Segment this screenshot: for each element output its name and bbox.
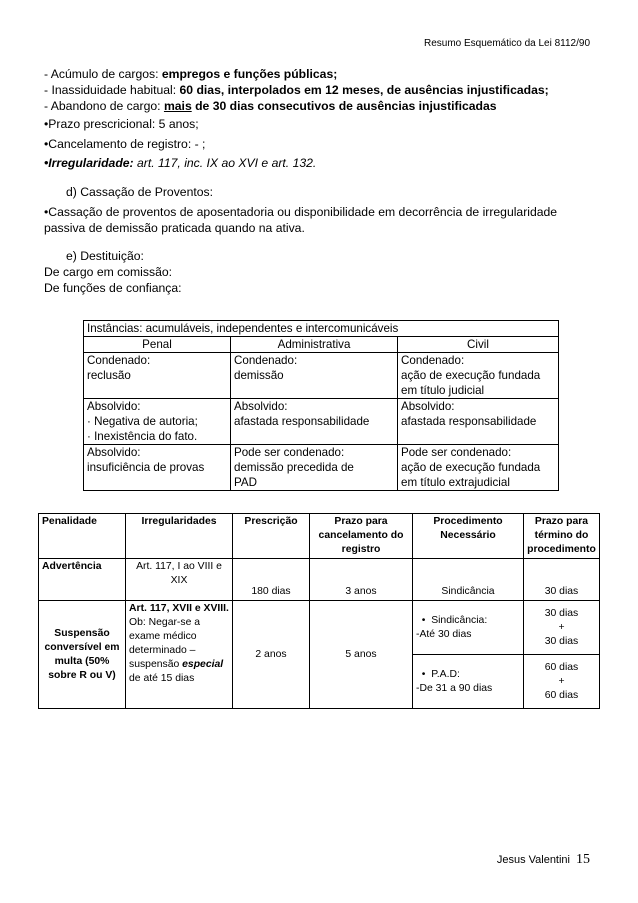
table-row [84, 399, 559, 445]
cassacao-text-2: passiva de demissão praticada quando na ativa. [44, 221, 305, 235]
advertencia-prescricao: 180 dias [233, 559, 310, 601]
advertencia-prazo: 30 dias [524, 559, 600, 601]
penalidades-table [38, 513, 600, 709]
header-civil: Civil [398, 337, 559, 353]
line-cancelamento: •Cancelamento de registro: - ; [44, 137, 206, 151]
suspensao-prazo-b: 60 dias + 60 dias [524, 655, 600, 709]
line-irregularidade: •Irregularidade: art. 117, inc. IX ao XVI e art. 132. [44, 156, 317, 170]
page-header: Resumo Esquemático da Lei 8112/90 [423, 38, 590, 49]
table-row [39, 601, 600, 655]
line-abandono: - Abandono de cargo: mais de 30 dias consecutivos de ausências injustificadas [44, 99, 497, 113]
cell: Pode ser condenado: ação de execução fundada em título extrajudicial [398, 445, 559, 491]
suspensao-proc-b: • P.A.D: -De 31 a 90 dias [413, 655, 524, 709]
header-irregularidades: Irregularidades [126, 514, 233, 559]
advertencia-procedimento: Sindicância [413, 559, 524, 601]
suspensao-prescricao: 2 anos [233, 601, 310, 709]
advertencia-label: Advertência [39, 559, 126, 601]
cell: Condenado: reclusão [84, 353, 231, 399]
cell: Absolvido: afastada responsabilidade [398, 399, 559, 445]
line-prazo: •Prazo prescricional: 5 anos; [44, 117, 199, 131]
line-inassiduidade: - Inassiduidade habitual: 60 dias, interpolados em 12 meses, de ausências injustificadas; [44, 83, 549, 97]
cell: Absolvido: insuficiência de provas [84, 445, 231, 491]
destituicao-1: De cargo em comissão: [44, 265, 173, 279]
page-footer: Jesus Valentini 15 [496, 852, 590, 867]
header-penal: Penal [84, 337, 231, 353]
table-row [39, 559, 600, 601]
cell: Condenado: ação de execução fundada em título judicial [398, 353, 559, 399]
header-procedimento: Procedimento Necessário [413, 514, 524, 559]
instancias-table [83, 320, 559, 491]
header-prescricao: Prescrição [233, 514, 310, 559]
table-header-row [39, 514, 600, 559]
section-d-title: d) Cassação de Proventos: [66, 185, 214, 199]
line-acumulo: - Acúmulo de cargos: empregos e funções públicas; [44, 67, 338, 81]
cell: Condenado: demissão [231, 353, 398, 399]
cassacao-text-1: •Cassação de proventos de aposentadoria ou disponibilidade em decorrência de irregularidade [44, 205, 558, 219]
section-e-title: e) Destituição: [66, 249, 144, 263]
suspensao-prazo-a: 30 dias + 30 dias [524, 601, 600, 655]
destituicao-2: De funções de confiança: [44, 281, 182, 295]
suspensao-irreg: Art. 117, XVII e XVIII. Ob: Negar-se a exame médico determinado – suspensão especial de até 15 dias [126, 601, 233, 709]
table-row [84, 445, 559, 491]
instancias-title: Instâncias: acumuláveis, independentes e intercomunicáveis [84, 321, 559, 337]
suspensao-proc-a: • Sindicância: -Até 30 dias [413, 601, 524, 655]
header-prazo-cancelamento: Prazo para cancelamento do registro [310, 514, 413, 559]
cell: Absolvido: afastada responsabilidade [231, 399, 398, 445]
cell: Absolvido: · Negativa de autoria; · Inexistência do fato. [84, 399, 231, 445]
header-administrativa: Administrativa [231, 337, 398, 353]
advertencia-irreg: Art. 117, I ao VIII e XIX [126, 559, 233, 601]
suspensao-label: Suspensão conversível em multa (50% sobre R ou V) [39, 601, 126, 709]
advertencia-cancelamento: 3 anos [310, 559, 413, 601]
suspensao-cancelamento: 5 anos [310, 601, 413, 709]
table-row [84, 353, 559, 399]
cell: Pode ser condenado: demissão precedida de PAD [231, 445, 398, 491]
header-prazo-termino: Prazo para término do procedimento [524, 514, 600, 559]
header-penalidade: Penalidade [39, 514, 126, 559]
